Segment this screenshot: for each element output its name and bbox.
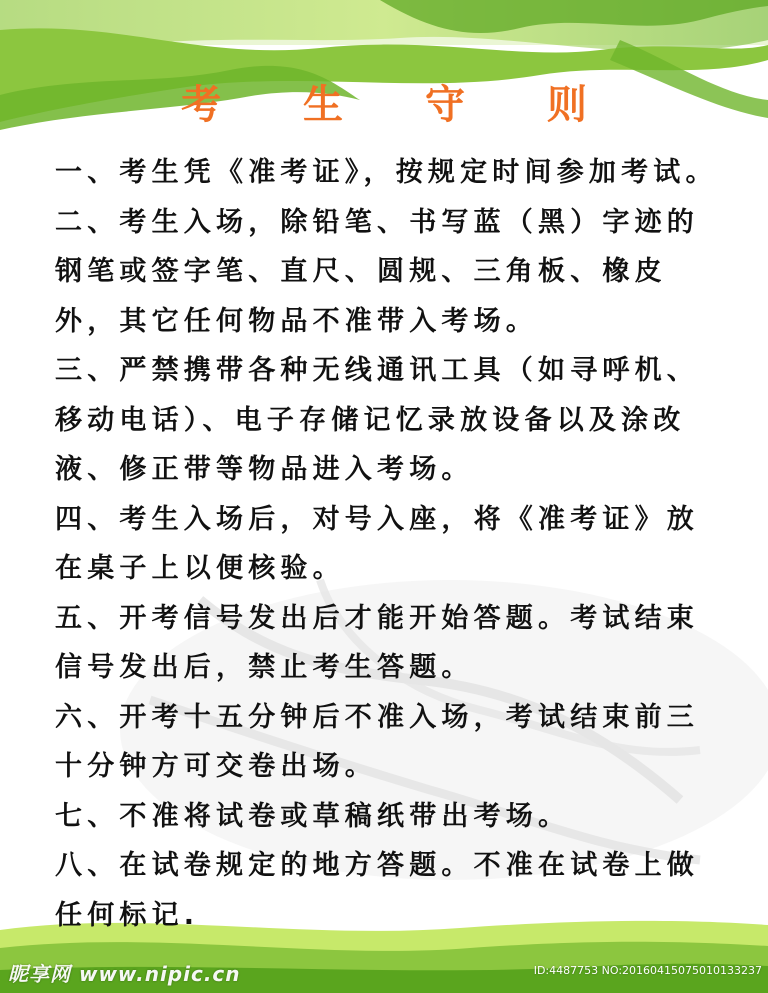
rule-item: 二、考生入场，除铅笔、书写蓝（黑）字迹的钢笔或签字笔、直尺、圆规、三角板、橡皮外，其它任何物品不准带入考场。 <box>55 206 699 337</box>
rule-item: 五、开考信号发出后才能开始答题。考试结束信号发出后，禁止考生答题。 <box>55 602 699 683</box>
rule-item: 一、考生凭《准考证》，按规定时间参加考试。 <box>55 157 718 188</box>
image-id-watermark: ID:4487753 NO:20160415075010133237 <box>533 964 762 977</box>
rule-item: 八、在试卷规定的地方答题。不准在试卷上做任何标记. <box>55 850 699 931</box>
rule-item: 六、开考十五分钟后不准入场，考试结束前三十分钟方可交卷出场。 <box>55 701 699 782</box>
site-watermark: 昵享网 www.nipic.cn <box>8 962 241 986</box>
rule-item: 七、不准将试卷或草稿纸带出考场。 <box>55 800 571 832</box>
page-title: 考 生 守 则 <box>181 82 621 128</box>
rule-item: 四、考生入场后，对号入座，将《准考证》放在桌子上以便核验。 <box>55 503 699 584</box>
rule-item: 三、严禁携带各种无线通讯工具（如寻呼机、移动电话）、电子存储记忆录放设备以及涂改液、修正带等物品进入考场。 <box>55 355 699 485</box>
rules-list <box>55 148 720 940</box>
